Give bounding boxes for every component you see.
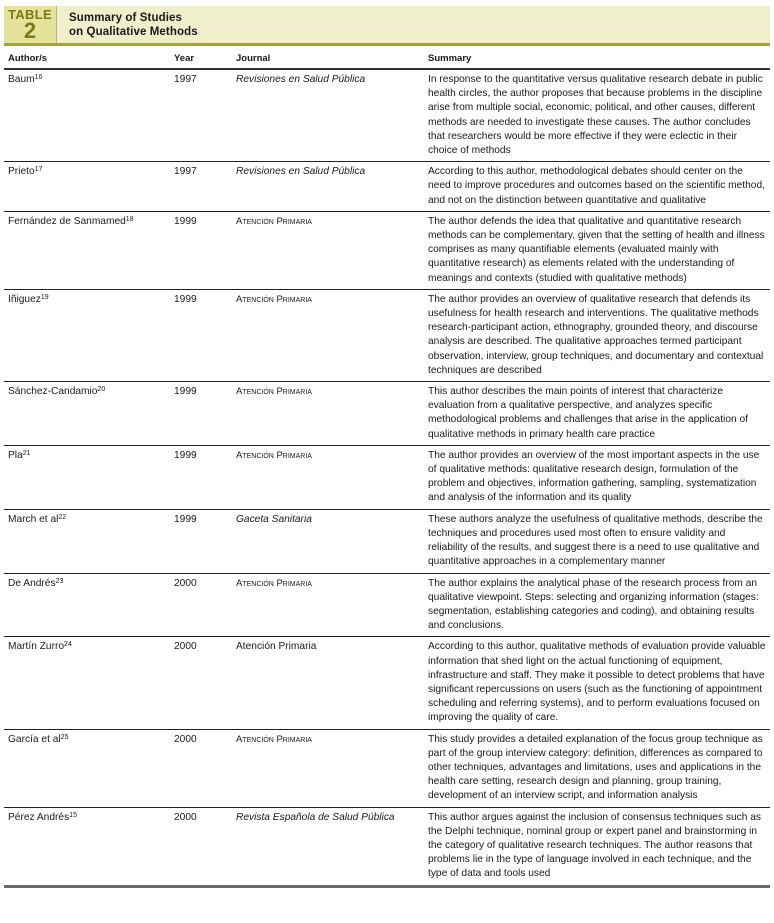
journal-cell <box>232 807 424 886</box>
author-cell <box>4 509 170 573</box>
column-header-summary: Summary <box>424 47 770 69</box>
journal-cell <box>232 445 424 509</box>
year-cell: 1999 <box>170 382 232 446</box>
table-row <box>4 445 770 509</box>
journal-name: Atención Primaria <box>236 293 312 305</box>
reference-number: 18 <box>125 215 134 223</box>
author-cell <box>4 211 170 289</box>
table-row <box>4 807 770 886</box>
year-cell: 2000 <box>170 573 232 637</box>
journal-cell <box>232 729 424 807</box>
summary-cell: These authors analyze the usefulness of qualitative methods, describe the techniques and procedures used most often to ensure validity and reliability of the results, and suggest there is a need to use qualitative and quantitative approaches in a complementary manner <box>424 509 770 573</box>
journal-name: Atención Primaria <box>236 641 317 653</box>
reference-number: 19 <box>40 293 49 301</box>
author-cell <box>4 573 170 637</box>
table-title-line2: on Qualitative Methods <box>69 25 198 38</box>
reference-number: 25 <box>60 733 69 741</box>
column-header-year: Year <box>170 47 232 69</box>
author-cell <box>4 637 170 729</box>
journal-name: Gaceta Sanitaria <box>236 513 312 525</box>
year-cell: 1999 <box>170 211 232 289</box>
author-cell <box>4 445 170 509</box>
summary-cell: According to this author, methodological debates should center on the need to improve procedures and outcomes based on the scientific method, and not on the distinction between quantitative and qualitative <box>424 162 770 212</box>
year-cell: 1997 <box>170 69 232 162</box>
table-header <box>4 6 770 43</box>
reference-number: 24 <box>64 641 72 649</box>
summary-cell: In response to the quantitative versus qualitative research debate in public health circles, the author proposes that because problems in the discipline arise from multiple social, economic, political, and other causes, different methods are needed to investigate these causes. The author concludes that researchers would be more effective if they were eclectic in their choice of methods <box>424 69 770 162</box>
journal-name: Atención Primaria <box>236 449 312 461</box>
author-name: Fernández de Sanmamed <box>8 215 126 227</box>
table-title-line1: Summary of Studies <box>69 11 182 24</box>
table-row <box>4 729 770 807</box>
author-name: Baum <box>8 74 35 85</box>
journal-cell <box>232 637 424 729</box>
table-row <box>4 637 770 729</box>
table-row <box>4 509 770 573</box>
summary-cell: The author explains the analytical phase of the research process from an qualitative viewpoint. Steps: selecting and organizing information (stages: segmentation, establishing categories and coding), and obtaining results and conclusions. <box>424 573 770 637</box>
summary-cell: This author argues against the inclusion of consensus techniques such as the Delphi technique, nominal group or expert panel and brainstorming in the category of qualitative research techniques. The author reasons that problems lie in the type of language involved in each technique, and the type of data and tools used <box>424 807 770 886</box>
journal-cell <box>232 573 424 637</box>
header-rule <box>4 43 770 46</box>
author-name: Martín Zurro <box>8 641 65 653</box>
journal-name: Atención Primaria <box>236 215 312 227</box>
table-number: 2 <box>23 18 37 43</box>
table-title <box>57 6 770 43</box>
summary-cell: The author provides an overview of the most important aspects in the use of qualitative methods: qualitative research design, formulation of the problem and objectives, information gathering, sampling, systematization and analysis of the information and its quality <box>424 445 770 509</box>
table-label-box <box>4 6 57 43</box>
column-header-row <box>4 47 770 69</box>
reference-number: 15 <box>69 811 77 819</box>
year-cell: 2000 <box>170 807 232 886</box>
table-row <box>4 69 770 162</box>
year-cell: 1997 <box>170 162 232 212</box>
journal-name: Revista Española de Salud Pública <box>236 811 395 823</box>
summary-cell: This study provides a detailed explanation of the focus group technique as part of the group interview category: definition, differences as compared to other techniques, advantages and limitations, uses and applications in the health care setting, research design and planning, group training, development of an interview script, and information analysis <box>424 729 770 807</box>
journal-cell <box>232 509 424 573</box>
author-name: Iñiguez <box>8 293 41 305</box>
author-name: De Andrés <box>8 577 56 589</box>
journal-cell <box>232 382 424 446</box>
author-cell <box>4 162 170 212</box>
author-cell <box>4 382 170 446</box>
table-row <box>4 162 770 212</box>
author-name: March et al <box>8 513 59 525</box>
journal-cell <box>232 289 424 381</box>
journal-name: Atención Primaria <box>236 577 312 589</box>
author-cell <box>4 69 170 162</box>
table-row <box>4 289 770 381</box>
journal-name: Revisiones en Salud Pública <box>236 166 366 178</box>
author-name: Prieto <box>8 166 35 178</box>
year-cell: 1999 <box>170 509 232 573</box>
reference-number: 21 <box>22 449 31 457</box>
reference-number: 22 <box>58 513 67 521</box>
reference-number: 17 <box>34 166 43 174</box>
journal-cell <box>232 211 424 289</box>
year-cell: 1999 <box>170 289 232 381</box>
author-name: García et al <box>8 733 61 745</box>
column-header-journal: Journal <box>232 47 424 69</box>
author-name: Pérez Andrés <box>8 811 70 823</box>
table-label: TABLE <box>8 7 52 22</box>
journal-cell <box>232 69 424 162</box>
table-row <box>4 211 770 289</box>
reference-number: 16 <box>34 74 43 81</box>
reference-number: 20 <box>97 386 106 394</box>
year-cell: 2000 <box>170 637 232 729</box>
journal-name: Atención Primaria <box>236 733 312 745</box>
journal-cell <box>232 162 424 212</box>
summary-cell: According to this author, qualitative methods of evaluation provide valuable information that shed light on the actual functioning of equipment, infrastructure and staff. They make it possible to detect problems that have significant repercussions on users (such as the functioning of appointment scheduling and referring systems), and to perform evaluations focused on improving the quality of care. <box>424 637 770 729</box>
author-cell <box>4 729 170 807</box>
summary-cell: This author describes the main points of interest that characterize evaluation from a qualitative perspective, and analyzes specific methodological problems and challenges that arise in the application of qualitative methods in primary health care practice <box>424 382 770 446</box>
studies-table <box>4 47 770 888</box>
summary-cell: The author defends the idea that qualitative and quantitative research methods can be complementary, given that the setting of health and illness comprises as many quantifiable elements (evaluated mainly with quantitative research) as elements related with the understanding of meanings and contexts (studied with qualitative methods) <box>424 211 770 289</box>
author-name: Pla <box>8 449 23 461</box>
table-row <box>4 573 770 637</box>
table-row <box>4 382 770 446</box>
author-name: Sánchez-Candamio <box>8 386 98 398</box>
summary-cell: The author provides an overview of qualitative research that defends its usefulness for health research and interventions. The qualitative methods research-participant action, ethnography, grounded theory, and discourse analysis are described. The qualitative approaches termed participant observation, interview, group techniques, and documentary and contextual techniques are described <box>424 289 770 381</box>
author-cell <box>4 807 170 886</box>
year-cell: 1999 <box>170 445 232 509</box>
journal-name: Atención Primaria <box>236 386 312 398</box>
journal-name: Revisiones en Salud Pública <box>236 74 366 85</box>
reference-number: 23 <box>55 577 64 585</box>
column-header-author: Author/s <box>4 47 170 69</box>
author-cell <box>4 289 170 381</box>
year-cell: 2000 <box>170 729 232 807</box>
